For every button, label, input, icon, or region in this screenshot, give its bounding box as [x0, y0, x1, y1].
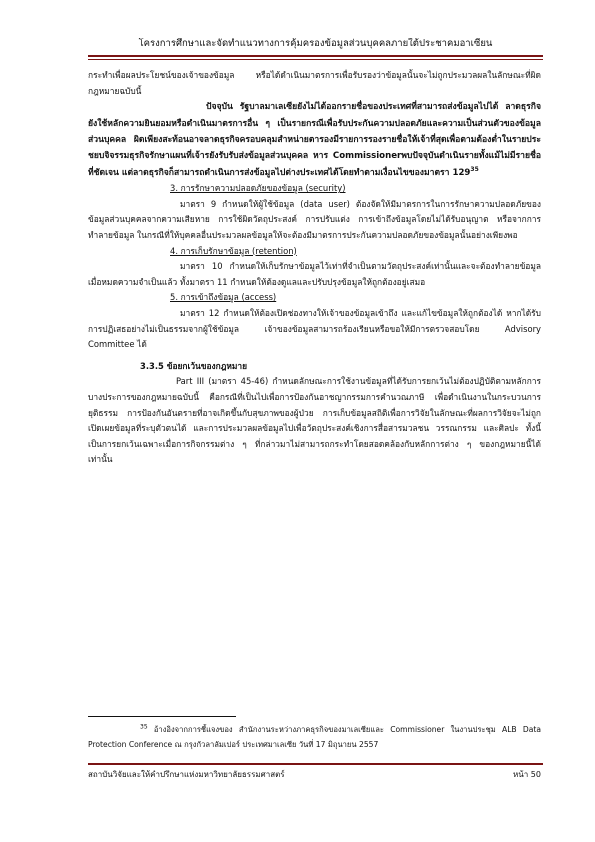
header-rule-thick: [88, 55, 543, 57]
paragraph-access: มาตรา 12 กำหนดให้ต้องเปิดช่องทางให้เจ้าของข้อมูลเข้าถึง และแก้ไขข้อมูลให้ถูกต้องได้ หากได้รับการปฏิเสธอย่างไม่เป็นธรรมจากผู้ใช้ข้อมูล เจ้าของข้อมูลสามารถร้องเรียนหรือขอให้มีการตรวจสอบโดย Advisory Committee ได้: [88, 307, 541, 350]
list-item-security-label: 3. การรักษาความปลอดภัยของข้อมูล (security): [170, 183, 346, 194]
paragraph-exemptions: Part III (มาตรา 45-46) กำหนดลักษณะการใช้งานข้อมูลที่ได้รับการยกเว้นไม่ต้องปฏิบัติตามหลักการบางประการของกฎหมายฉบับนี้ คือกรณีที่เป็นไปเพื่อการป้องกันอาชญากรรมการคำนวณภาษี เพื่อดำเนินงานในกระบวนการยุติธรรม การป้องกันอันตรายที่อาจเกิดขึ้นกับสุขภาพของผู้ป่วย การเก็บข้อมูลสถิติเพื่อการวิจัยในลักษณะที่ผลการวิจัยจะไม่ถูกเปิดเผยข้อมูลที่ระบุตัวตนได้ และการประมวลผลข้อมูลไปเพื่อวัตถุประสงค์เชิงการสื่อสารมวลชน วรรณกรรม และศิลปะ ทั้งนี้เป็นการยกเว้นเฉพาะเมื่อการกิจกรรมต่าง ๆ ที่กล่าวมาไม่สามารถกระทำโดยสอดคล้องกับหลักการต่าง ๆ ของกฎหมายนี้ได้เท่านั้น: [88, 376, 541, 465]
paragraph-malaysia-transfer-text: ปัจจุบัน รัฐบาลมาเลเซียยังไม่ได้ออกรายชื่อของประเทศที่สามารถส่งข้อมูลไปได้ ลาดธุรกิจยังใช้หลักความยินยอมหรือดำเนินมาตรการอื่น ๆ เป็นรายกรณีเพื่อรับประกันความปลอดภัยและความเป็นส่วนตัวของข้อมูลส่วนบุคคล ผิดเพียงสะท้อนอาจลาดธุรกิจครอบคลุมสำหน่ายตารองมีรายการรองรายชื่อให้เจ้าที่สุดเพื่อตามต้องต่ำในรายประชยบจิจรรมธุรกิจรักษาแผนที่เจ้ารยังรับรับส่งข้อมูลส่วนบุคคล หาร Commissionerพบปัจจุบันดำเนินรายทั้งแม้ไม่มีรายชื่อที่ชัดเจน แต่ลาดธุรกิจก็สามารถดำเนินการส่งข้อมูลไปต่างประเทศได้โดยทำตามเงื่อนไขของมาตรา 129: [88, 102, 541, 178]
footnote-text: อ้างอิงจากการชี้แจงของ สำนักงานระหว่างภาคธุรกิจของมาเลเซียและ Commissioner ในงานประชุม ALB Data Protection Conference ณ กรุงกัวลาลัมเปอร์ ประเทศมาเลเซีย วันที่ 17 มิถุนายน 2557: [88, 725, 541, 749]
header-rule-thin: [88, 59, 543, 60]
paragraph-security: มาตรา 9 กำหนดให้ผู้ใช้ข้อมูล (data user) ต้องจัดให้มีมาตรการในการรักษาความปลอดภัยของข้อมูลส่วนบุคคลจากความเสียหาย การใช้ผิดวัตถุประสงค์ การปรับแต่ง การเข้าถึงข้อมูลโดยไม่ได้รับอนุญาต หรือจากการทำลายข้อมูล ในกรณีที่ให้บุคคลอื่นประมวลผลข้อมูลให้จะต้องมีมาตรการประกันความปลอดภัยของข้อมูลนั้นอย่างเพียงพอ: [88, 198, 541, 240]
section-heading: 3.3.5 ข้อยกเว้นของกฎหมาย: [140, 360, 247, 371]
footer-institution: สถาบันวิจัยและให้คำปรึกษาแห่งมหาวิทยาลัยธรรมศาสตร์: [88, 770, 285, 779]
running-header-title: โครงการศึกษาและจัดทำแนวทางการคุ้มครองข้อมูลส่วนบุคคลภายใต้ประชาคมอาเซียน: [138, 38, 493, 49]
footnote-lead: [88, 725, 154, 734]
paragraph-retention: มาตรา 10 กำหนดให้เก็บรักษาข้อมูลไว้เท่าที่จำเป็นตามวัตถุประสงค์เท่านั้นและจะต้องทำลายข้อมูลเมื่อหมดความจำเป็นแล้ว ทั้งมาตรา 11 กำหนดให้ต้องดูแลและปรับปรุงข้อมูลให้ถูกต้องอยู่เสมอ: [88, 261, 541, 287]
footnote-reference: 35: [470, 165, 479, 173]
list-item-access: [88, 290, 541, 306]
footnote-separator: [88, 716, 236, 717]
body-text: [88, 68, 541, 468]
page-number: หน้า 50: [513, 770, 541, 779]
footnote: [88, 722, 541, 752]
list-item-access-label: 5. การเข้าถึงข้อมูล (access): [170, 292, 277, 303]
footnote-number: 35: [140, 723, 148, 731]
list-item-security: [88, 181, 541, 197]
footer-rule: [88, 763, 543, 765]
paragraph-malaysia-transfer: [88, 99, 541, 181]
paragraph-continuation: กระทำเพื่อผลประโยชน์ของเจ้าของข้อมูล หรือได้ดำเนินมาตรการเพื่อรับรองว่าข้อมูลนั้นจะไม่ถูกประมวลผลในลักษณะที่ผิดกฎหมายฉบับนี้: [88, 70, 541, 96]
list-item-retention-label: 4. การเก็บรักษาข้อมูล (retention): [170, 245, 297, 256]
list-item-retention: [88, 244, 541, 260]
